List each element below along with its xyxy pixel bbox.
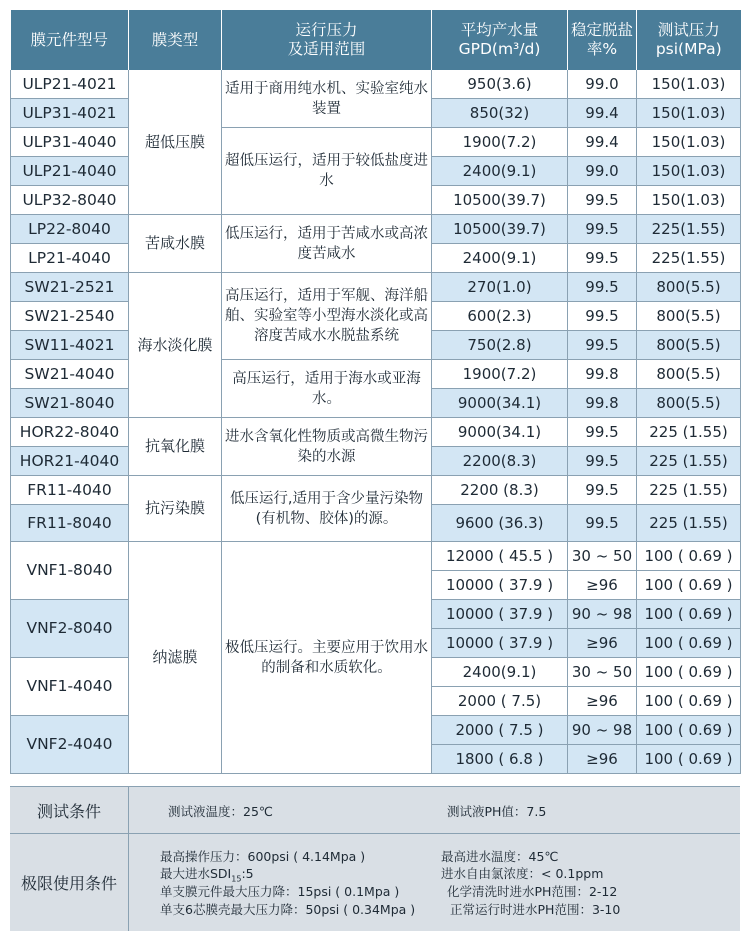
test-pressure-cell: 225 (1.55) [637,447,741,476]
rejection-cell: 99.5 [568,418,637,447]
rejection-cell: 99.8 [568,389,637,418]
limit-six-drop: 单支6芯膜壳最大压力降：50psi ( 0.34Mpa ) [160,902,416,917]
test-pressure-cell: 800(5.5) [637,360,741,389]
desc-cell: 适用于商用纯水机、实验室纯水装置 [222,70,432,128]
model-cell: SW21-4040 [11,360,129,389]
rejection-cell: 99.0 [568,157,637,186]
rejection-cell: 99.5 [568,186,637,215]
rejection-cell: 99.8 [568,360,637,389]
rejection-cell: 99.5 [568,215,637,244]
flow-cell: 1900(7.2) [432,360,568,389]
type-cell: 抗氧化膜 [129,418,222,476]
test-pressure-cell: 150(1.03) [637,70,741,99]
flow-cell: 270(1.0) [432,273,568,302]
desc-cell: 超低压运行，适用于较低盐度进水 [222,128,432,215]
test-pressure-cell: 100 ( 0.69 ) [637,716,741,745]
test-ph: 测试液PH值：7.5 [447,804,547,819]
flow-cell: 10500(39.7) [432,215,568,244]
limit-clean-ph: 化学清洗时进水PH范围：2-12 [447,884,618,899]
limit-conditions-label: 极限使用条件 [10,834,129,931]
header-row [11,10,741,70]
test-pressure-cell: 150(1.03) [637,99,741,128]
test-pressure-cell: 100 ( 0.69 ) [637,600,741,629]
model-cell: SW21-2521 [11,273,129,302]
desc-cell: 极低压运行。主要应用于饮用水的制备和水质软化。 [222,542,432,774]
spec-table [10,10,741,774]
model-cell: SW21-8040 [11,389,129,418]
desc-cell: 高压运行，适用于军舰、海洋船舶、实验室等小型海水淡化或高溶度苦咸水水脱盐系统 [222,273,432,360]
table-row [11,360,741,389]
limit-normal-ph: 正常运行时进水PH范围：3-10 [450,902,621,917]
limit-single-drop: 单支膜元件最大压力降：15psi ( 0.1Mpa ) [160,884,400,899]
table-row [11,70,741,99]
test-pressure-cell: 225 (1.55) [637,418,741,447]
header-model: 膜元件型号 [11,10,129,70]
flow-cell: 2000 ( 7.5) [432,687,568,716]
test-pressure-cell: 225(1.55) [637,244,741,273]
test-temperature: 测试液温度：25℃ [168,804,273,819]
rejection-cell: 99.5 [568,244,637,273]
desc-cell: 进水含氧化性物质或高微生物污染的水源 [222,418,432,476]
flow-cell: 10000 ( 37.9 ) [432,571,568,600]
test-pressure-cell: 150(1.03) [637,157,741,186]
header-flow: 平均产水量 GPD(m³/d) [432,10,568,70]
flow-cell: 12000 ( 45.5 ) [432,542,568,571]
desc-cell: 高压运行，适用于海水或亚海水。 [222,360,432,418]
test-pressure-cell: 100 ( 0.69 ) [637,571,741,600]
type-cell: 苦咸水膜 [129,215,222,273]
test-pressure-cell: 800(5.5) [637,273,741,302]
type-cell: 超低压膜 [129,70,222,215]
rejection-cell: ≥96 [568,745,637,774]
model-cell: SW21-2540 [11,302,129,331]
rejection-cell: 99.5 [568,447,637,476]
header-type: 膜类型 [129,10,222,70]
test-conditions-label: 测试条件 [10,787,129,833]
limit-conditions [10,833,740,931]
flow-cell: 10500(39.7) [432,186,568,215]
model-cell: SW11-4021 [11,331,129,360]
rejection-cell: ≥96 [568,571,637,600]
model-cell: ULP32-8040 [11,186,129,215]
header-test-pressure: 测试压力 psi(MPa) [637,10,741,70]
rejection-cell: ≥96 [568,687,637,716]
limit-sdi-prefix: 最大进水SDI [160,866,232,881]
test-conditions [10,786,740,833]
desc-cell: 低压运行,适用于含少量污染物(有机物、胶体)的源。 [222,476,432,542]
model-cell: LP21-4040 [11,244,129,273]
model-cell: FR11-4040 [11,476,129,505]
type-cell: 海水淡化膜 [129,273,222,418]
test-pressure-cell: 225(1.55) [637,215,741,244]
test-pressure-cell: 800(5.5) [637,331,741,360]
model-cell: VNF2-8040 [11,600,129,658]
rejection-cell: 99.5 [568,331,637,360]
test-pressure-cell: 150(1.03) [637,186,741,215]
test-pressure-cell: 225 (1.55) [637,476,741,505]
model-cell: LP22-8040 [11,215,129,244]
model-cell: ULP21-4040 [11,157,129,186]
test-pressure-cell: 225 (1.55) [637,505,741,542]
model-cell: ULP31-4021 [11,99,129,128]
limit-sdi-suffix: :5 [241,866,254,881]
limit-sdi-sub: 15 [231,874,242,884]
flow-cell: 9600 (36.3) [432,505,568,542]
table-row [11,542,741,571]
rejection-cell: 99.0 [568,70,637,99]
flow-cell: 2000 ( 7.5 ) [432,716,568,745]
flow-cell: 1800 ( 6.8 ) [432,745,568,774]
model-cell: VNF1-4040 [11,658,129,716]
rejection-cell: 90 ~ 98 [568,600,637,629]
rejection-cell: 99.5 [568,505,637,542]
test-pressure-cell: 100 ( 0.69 ) [637,542,741,571]
flow-cell: 750(2.8) [432,331,568,360]
table-row [11,418,741,447]
model-cell: HOR21-4040 [11,447,129,476]
model-cell: HOR22-8040 [11,418,129,447]
flow-cell: 850(32) [432,99,568,128]
type-cell: 纳滤膜 [129,542,222,774]
model-cell: VNF2-4040 [11,716,129,774]
flow-cell: 2400(9.1) [432,658,568,687]
model-cell: ULP31-4040 [11,128,129,157]
table-row [11,476,741,505]
rejection-cell: 30 ~ 50 [568,658,637,687]
model-cell: ULP21-4021 [11,70,129,99]
flow-cell: 2400(9.1) [432,157,568,186]
flow-cell: 600(2.3) [432,302,568,331]
limit-max-pressure: 最高操作压力：600psi ( 4.14Mpa ) [160,849,366,864]
rejection-cell: 30 ~ 50 [568,542,637,571]
desc-cell: 低压运行，适用于苦咸水或高浓度苦咸水 [222,215,432,273]
test-pressure-cell: 100 ( 0.69 ) [637,687,741,716]
flow-cell: 9000(34.1) [432,418,568,447]
limit-max-temp: 最高进水温度：45℃ [441,849,559,864]
model-cell: VNF1-8040 [11,542,129,600]
flow-cell: 2200 (8.3) [432,476,568,505]
limit-chlorine: 进水自由氯浓度：< 0.1ppm [441,866,604,881]
rejection-cell: 99.4 [568,99,637,128]
table-row [11,128,741,157]
table-row [11,273,741,302]
header-pressure: 运行压力 及适用范围 [222,10,432,70]
rejection-cell: 99.4 [568,128,637,157]
flow-cell: 10000 ( 37.9 ) [432,600,568,629]
test-pressure-cell: 100 ( 0.69 ) [637,629,741,658]
model-cell: FR11-8040 [11,505,129,542]
rejection-cell: 90 ~ 98 [568,716,637,745]
flow-cell: 2400(9.1) [432,244,568,273]
flow-cell: 950(3.6) [432,70,568,99]
rejection-cell: 99.5 [568,273,637,302]
flow-cell: 1900(7.2) [432,128,568,157]
test-pressure-cell: 800(5.5) [637,389,741,418]
flow-cell: 10000 ( 37.9 ) [432,629,568,658]
type-cell: 抗污染膜 [129,476,222,542]
flow-cell: 2200(8.3) [432,447,568,476]
rejection-cell: 99.5 [568,302,637,331]
test-pressure-cell: 150(1.03) [637,128,741,157]
test-pressure-cell: 800(5.5) [637,302,741,331]
membrane-spec-sheet [10,10,740,932]
flow-cell: 9000(34.1) [432,389,568,418]
test-pressure-cell: 100 ( 0.69 ) [637,745,741,774]
rejection-cell: ≥96 [568,629,637,658]
test-pressure-cell: 100 ( 0.69 ) [637,658,741,687]
rejection-cell: 99.5 [568,476,637,505]
table-row [11,215,741,244]
header-rejection: 稳定脱盐 率% [568,10,637,70]
